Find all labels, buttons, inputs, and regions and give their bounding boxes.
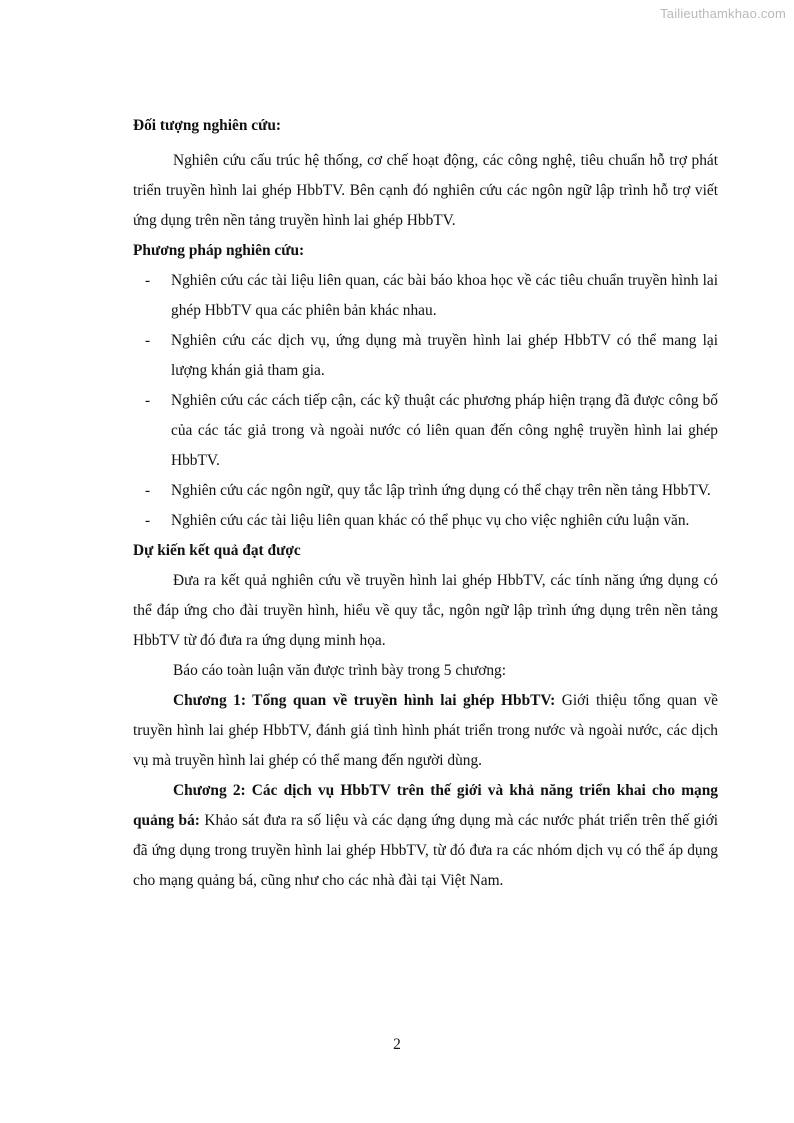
list-item-text: Nghiên cứu các tài liệu liên quan khác có thể phục vụ cho việc nghiên cứu luận văn. xyxy=(171,512,690,529)
chapter-2-title: Chương 2: Các dịch vụ HbbTV trên thế giới và khả năng triển khai cho mạng quảng bá: xyxy=(133,782,718,829)
list-item xyxy=(133,476,718,506)
page-number: 2 xyxy=(393,1036,401,1053)
chapter-1-body: Giới thiệu tổng quan về truyền hình lai ghép HbbTV, đánh giá tình hình phát triển trong nước và ngoài nước, các dịch vụ mà truyền hình lai ghép có thể mang đến người dùng. xyxy=(133,692,719,769)
watermark: Tailieuthamkhao.com xyxy=(660,6,786,21)
list-item-text: Nghiên cứu các dịch vụ, ứng dụng mà truyền hình lai ghép HbbTV có thể mang lại lượng khán giả tham gia. xyxy=(171,332,718,379)
paragraph-expected-results: Đưa ra kết quả nghiên cứu về truyền hình lai ghép HbbTV, các tính năng ứng dụng có thể đáp ứng cho đài truyền hình, hiểu về quy tắc, ngôn ngữ lập trình ứng dụng trên nền tảng HbbTV từ đó đưa ra ứng dụng minh họa. xyxy=(133,572,718,649)
document-body xyxy=(133,111,718,896)
paragraph-chapter-1 xyxy=(133,686,718,776)
dash-bullet: - xyxy=(145,482,151,499)
list-item xyxy=(133,506,718,536)
chapter-2-body: Khảo sát đưa ra số liệu và các dạng ứng dụng mà các nước phát triển trên thế giới đã ứng dụng trong truyền hình lai ghép HbbTV, từ đó đưa ra các nhóm dịch vụ có thể áp dụng cho mạng quảng bá, cũng như cho các nhà đài tại Việt Nam. xyxy=(133,812,718,889)
dash-bullet: - xyxy=(145,512,151,529)
research-methods-list xyxy=(133,266,718,536)
heading-expected-results: Dự kiến kết quả đạt được xyxy=(133,542,301,559)
heading-research-subject: Đối tượng nghiên cứu: xyxy=(133,117,281,134)
dash-bullet: - xyxy=(145,332,151,349)
list-item xyxy=(133,326,718,386)
list-item xyxy=(133,386,718,476)
list-item xyxy=(133,266,718,326)
chapter-1-title: Chương 1: Tổng quan về truyền hình lai ghép HbbTV: xyxy=(173,692,556,709)
list-item-text: Nghiên cứu các tài liệu liên quan, các bài báo khoa học về các tiêu chuẩn truyền hình lai ghép HbbTV qua các phiên bản khác nhau. xyxy=(171,272,718,319)
paragraph-chapter-2 xyxy=(133,776,718,896)
heading-research-methods: Phương pháp nghiên cứu: xyxy=(133,242,305,259)
paragraph-research-subject: Nghiên cứu cấu trúc hệ thống, cơ chế hoạt động, các công nghệ, tiêu chuẩn hỗ trợ phát triển truyền hình lai ghép HbbTV. Bên cạnh đó nghiên cứu các ngôn ngữ lập trình hỗ trợ viết ứng dụng trên nền tảng truyền hình lai ghép HbbTV. xyxy=(133,152,718,229)
dash-bullet: - xyxy=(145,272,151,289)
paragraph-report-structure: Báo cáo toàn luận văn được trình bày trong 5 chương: xyxy=(173,662,506,679)
dash-bullet: - xyxy=(145,392,151,409)
list-item-text: Nghiên cứu các ngôn ngữ, quy tắc lập trình ứng dụng có thể chạy trên nền tảng HbbTV. xyxy=(171,482,711,499)
list-item-text: Nghiên cứu các cách tiếp cận, các kỹ thuật các phương pháp hiện trạng đã được công bố của các tác giả trong và ngoài nước có liên quan đến công nghệ truyền hình lai ghép HbbTV. xyxy=(171,392,718,469)
